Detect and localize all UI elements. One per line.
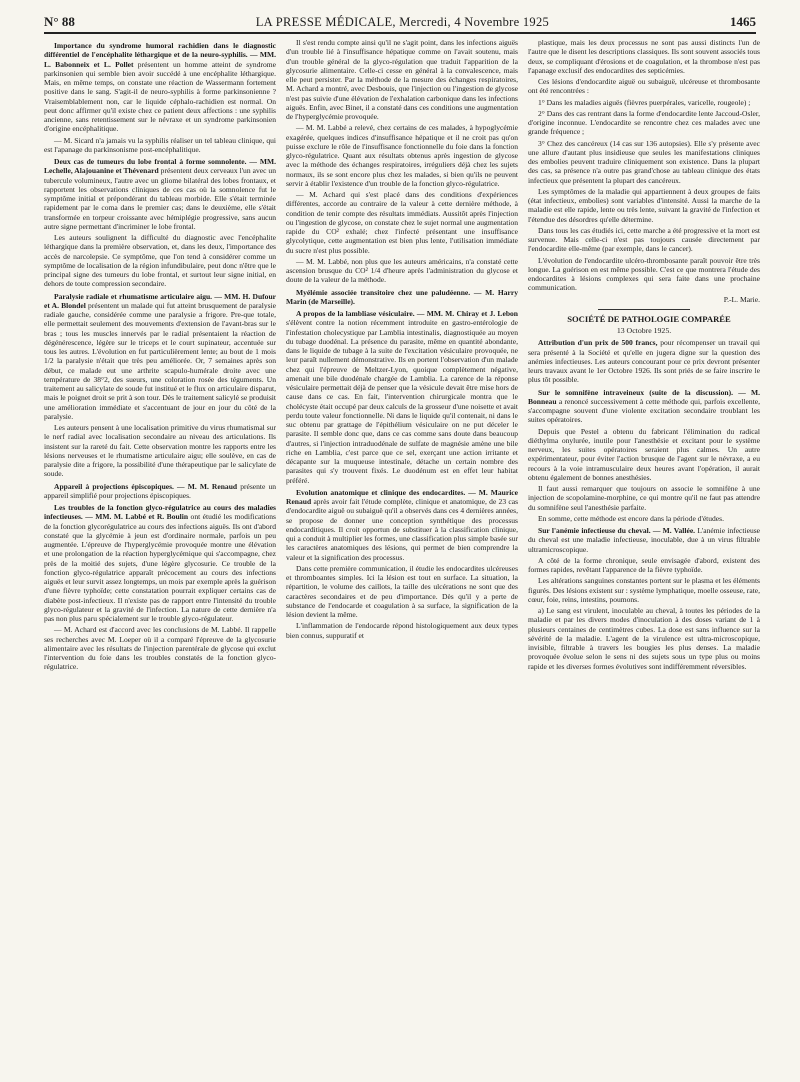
- article-text: Les auteurs pensent à une localisation primitive du virus rhumatismal sur le nerf radial avec localisation secondaire au niveau des articulations. Ils insistent sur la rareté du fait. Cette observation montre les rapports entre les lésions nerveuses et le rhumatisme articulaire aigu; elle soulève, en cas de paralysie dite a frigore, la possibilité d'une thérapeutique par le salicylate de soude.: [44, 423, 276, 479]
- author-signature: P.-L. Marie.: [723, 294, 760, 304]
- article-text: — M. Sicard n'a jamais vu la syphilis réaliser un tel tableau clinique, qui est l'apanage du parkinsonisme post-encéphalitique.: [44, 135, 276, 154]
- article-entry: [528, 338, 760, 384]
- article-text: a) Le sang est virulent, inoculable au cheval, à toutes les périodes de la maladie et par les divers modes d'inoculation à des doses variant de 1 à plusieurs centaines de centimètres cubes. La dose est sans influence sur la sévérité de la maladie. L'agent de la virulence est ultra-microscopique, invisible, filtrable à travers les bougies les plus denses. La maladie provoquée évolue selon le sens ni des sujets sous un type plus ou moins rapide et les diverses formes évolutives sont indifféremment réversibles.: [528, 606, 760, 671]
- article-entry: [44, 503, 276, 623]
- article-entry: [44, 292, 276, 422]
- article-text: ont étudié les modifications de la fonction glycorégulatrice au cours des infections aiguës. Ils ont d'abord constaté que la glycémie à jeun est d'ordinaire normale, parfois un peu augmentée. L'épreuve de l'hyperglycémie provoquée montre une élévation et une prolongation de la réaction hyperglycémique qui s'accompagne, chez près de la moitié des sujets, d'une légère glycosurie. Ce trouble de la fonction glyco-régulatrice apparaît précocement au cours des infections aiguës et leur survit assez longtemps, un mois par exemple après la guérison d'une fièvre typhoïde; cette constatation pourrait expliquer certains cas de diabète post-infectieux. Il n'existe pas de rapport entre l'intensité du trouble glyco-régulateur et la gravité de l'infection. La nature de cette dernière n'a pas non plus paru spécialement sur le trouble glyco-régulateur.: [44, 512, 276, 623]
- article-paragraph: [528, 98, 760, 107]
- article-text: pour récompenser un travail qui sera présenté à la Société et qu'elle en jugera digne sur la question des anémies infectieuses. Les auteurs concourant pour ce prix devront présenter leurs travaux avant le 1er Octobre 1926. Ils sont priés de se faire inscrire le plus tôt possible.: [528, 338, 760, 385]
- article-paragraph: [286, 564, 518, 620]
- article-paragraph: [528, 606, 760, 671]
- article-heading: Paralysie radiale et rhumatisme articulaire aigu. — MM. H. Dufour et A. Blondel: [44, 291, 276, 310]
- column-left: [44, 38, 276, 1076]
- column-middle: [286, 38, 518, 1076]
- society-heading: SOCIÉTÉ DE PATHOLOGIE COMPARÉE: [567, 313, 731, 324]
- article-heading: A propos de la lambliase vésiculaire. — MM. M. Chiray et J. Lebon: [296, 309, 518, 318]
- article-entry: [44, 41, 276, 134]
- article-text: Il faut aussi remarquer que toujours on associe le somnifène à une injection de scopolamine-morphine, ce qui montre qu'il ne faut pas attendre du somnifène seul l'anesthésie parfaite.: [528, 484, 760, 512]
- article-paragraph: [286, 257, 518, 285]
- article-text: présente un appareil simplifié pour projections épiscopiques.: [44, 481, 276, 500]
- article-paragraph: [528, 484, 760, 512]
- article-heading: Appareil à projections épiscopiques. — M. M. Renaud: [54, 481, 241, 491]
- article-text: L'anémie infectieuse du cheval est une maladie infectieuse, inoculable, due à un virus filtrable ultramicroscopique.: [528, 526, 760, 554]
- article-text: plastique, mais les deux processus ne sont pas aussi distincts l'un de l'autre que le disent les descriptions classiques. Ils sont souvent associés tous deux, se compliquant d'érosions et de coagulation, et la thrombose n'est pas l'apanage exclusif des endocardites des septicémies.: [528, 38, 760, 75]
- article-text: Les symptômes de la maladie qui appartiennent à deux groupes de faits (état infectieux, embolies) sont variables d'intensité. Aussi la marche de la maladie est elle rapide, lente ou très lente, suivant la gravité de l'infection et l'étendue des désordres qu'elle détermine.: [528, 186, 760, 224]
- article-heading: Myélémie associée transitoire chez une paludéenne. — M. Harry Marin (de Marseille).: [286, 287, 518, 306]
- article-paragraph: [286, 621, 518, 640]
- article-heading: Importance du syndrome humoral rachidien dans le diagnostic différentiel de l'encéphalite léthargique et de la neuro-syphilis. — MM. L. Babonneix et L. Pollet: [44, 41, 276, 69]
- article-entry: [44, 157, 276, 231]
- article-heading: Attribution d'un prix de 500 francs,: [538, 338, 661, 348]
- article-text: présentent un malade qui fut atteint brusquement de paralysie radiale gauche, considérée comme une paralysie a frigore. Pre-que totale, elle permettait seulement des mouvements d'extension de l'avant-bras sur le bras ; tous les muscles innervés par le radial présentaient la réaction de dégénérescence, légère sur le triceps et le court supinateur, accentuée sur tous les autres. L'évolution en fut particulièrement lente; au bout de 1 mois 1/2 la paralysie n'était que très peu améliorée. Or, 7 semaines après son début, ce malade eut une arthrite scapulo-humérale droite avec une température de 38°2, des sueurs, une coloration rosée des téguments. Un traitement au salicylate de soude fut institué et le flux on articulaire disparut, mais le poignet droit se prit à son tour. Dès le traitement salicylé se produisit une amélioration immédiate et s'accentuant de jour en jour du côté de la paralysie.: [44, 300, 276, 421]
- article-heading: Evolution anatomique et clinique des endocardites. — M. Maurice Renaud: [286, 487, 518, 506]
- column-right: [528, 38, 760, 1076]
- session-date: 13 Octobre 1925.: [616, 326, 672, 335]
- article-entry: [286, 488, 518, 562]
- article-text: Dans tous les cas étudiés ici, cette marche a été progressive et la mort est survenue. Mais celle-ci n'est pas toujours causée directement par l'endocardite elle-même (par exemple, dans le cancer).: [528, 225, 760, 254]
- article-text: 3° Chez des cancéreux (14 cas sur 136 autopsies). Elle s'y présente avec une allure d'autant plus insidieuse que seules les manifestations cliniques des embolies peuvent traduire cliniquement son existence. Dans la plupart des cas, sa présence n'a outre pas grand'chose au tableau clinique des états infectieux que présentent la plupart des cancéreux.: [528, 138, 760, 185]
- article-paragraph: [528, 514, 760, 523]
- article-paragraph: [528, 38, 760, 75]
- article-text: — M. M. Labbé a relevé, chez certains de ces malades, à hypoglycémie exagérée, quelques indices d'insuffisance hépatique et il ne croit pas qu'on puisse exclure le rôle de l'insuffisance fonctionnelle du foie dans la fonction glyco-régulatrice. Quant aux résultats obtenus après ingestion de glycose avec la méthode des échanges respiratoires, irréguliers déjà chez les sujets normaux, ils se sont encore plus chez les malades, si bien qu'ils ne peuvent servir à établir l'existence d'un trouble de la fonction glyco-régulatrice.: [286, 123, 518, 188]
- article-paragraph: [44, 136, 276, 155]
- article-paragraph: [528, 256, 760, 293]
- article-text: après avoir fait l'étude complète, clinique et anatomique, de 23 cas d'endocardite aiguë ou subaiguë qu'il a observés dans ces 4 dernières années, se propose de donner une conception synthétique des processus endocarditiques. Il croit opportun de substituer à la classification clinique, qui a conduit à multiplier les formes, une classification plus simple basée sur les caractères anatomiques des lésions, qui permet de bien comprendre la valeur et la signification des processus.: [286, 497, 518, 562]
- article-text: En somme, cette méthode est encore dans la période d'études.: [538, 513, 724, 523]
- article-text: 2° Dans des cas rentrant dans la forme d'endocardite lente Jaccoud-Osler, d'origine inconnue. L'endocardite se rencontre chez ces malades avec une grande fréquence ;: [528, 108, 760, 137]
- article-heading: Les troubles de la fonction glyco-régulatrice au cours des maladies infectieuses. — MM. M. Labbé et R. Boulin: [44, 503, 276, 522]
- article-text: s'élèvent contre la notion récemment introduite en gastro-entérologie de l'infestation cholecystique par Lamblia intestinalis, diagnostiquée au moyen du tubage duodénal. La présence du parasite, même en quantité abondante, dans le liquide de tubage à la suite de l'excitation vésiculaire provoquée, ne leur paraît nullement démonstrative. Ils en portent l'observation d'un malade chez qui l'épreuve de Meltzer-Lyon, quoique complètement négative, amenait une bile duodénale chargée de Lamblia. La carence de la réponse vésiculaire permettait déjà de penser que la vésicule devait être mise hors de cause dans ce cas. En fait, l'intervention chirurgicale montra que le cholécyste était occupé par deux calculs de la grosseur d'une noisette et avait perdu toute valeur fonctionnelle. Ni dans le liquide qu'il contenait, ni dans le suc obtenu par grattage de l'épithélium vésiculaire on ne put déceler le parasite. Il semble donc que, dans ce cas comme sans doute dans beaucoup d'autres, si l'injection intraduodénale de sulfate de magnésie amène une bile riche en Lamblia, c'est parce que ce sel, exerçant une action irritante et décapante sur la muqueuse intestinale, détache un certain nombre des parasites qui s'y trouvent fixés. Le duodénum est en effet leur habitat préféré.: [286, 318, 518, 485]
- article-text: Les auteurs soulignent la difficulté du diagnostic avec l'encéphalite léthargique dans la première observation, et, dans les deux, l'importance des accès de narcolepsie. Ce symptôme, que l'on tend à considérer comme un symptôme de localisation de la région infundibulaire, peut donc n'être que le principal signe des tumeurs du lobe frontal, et surtout leur signe initial, en dehors de toute compression secondaire.: [44, 233, 276, 289]
- article-columns: [44, 38, 760, 1076]
- page-number: 1465: [729, 14, 756, 29]
- article-entry: [528, 388, 760, 425]
- article-entry: [44, 482, 276, 501]
- article-text: L'inflammation de l'endocarde répond histologiquement aux deux types bien connus, suppuratif et: [286, 621, 518, 640]
- article-text: a renoncé successivement à cette méthode qui, parfois excellente, s'accompagne souvent d'une violente excitation secondaire troublant les suites opératoires.: [528, 396, 760, 425]
- article-entry: [286, 288, 518, 307]
- article-text: L'évolution de l'endocardite ulcéro-thrombosante paraît pouvoir être très longue. La guérison en est même possible. C'est ce que montrera l'étude des endocardites à lésions complexes qui sera faite dans une prochaine communication.: [528, 255, 760, 293]
- article-text: Dans cette première communication, il étudie les endocardites ulcéreuses et thromboantes simples. Ici la lésion est tout en surface. La situation, la répartition, le volume des caillots, la taille des ulcérations ne sont que des caractères secondaires et de peu d'importance. Dès qu'il y a perte de substance de l'endocarde et coagulation à sa surface, la signification de la lésion devient la même.: [286, 563, 518, 619]
- article-heading: Sur le somnifène intraveineux (suite de la discussion). — M. Bonneau: [528, 387, 760, 406]
- article-paragraph: [44, 625, 276, 671]
- article-heading: Sur l'anémie infectieuse du cheval. — M. Vallée.: [538, 526, 698, 535]
- article-paragraph: [286, 190, 518, 255]
- article-text: Depuis que Pestel a obtenu du fabricant l'élimination du radical diéthylma onylurée, inutile pour l'anesthésie et excitant pour le système nerveux, les suites opératoires seraient plus calmes. Un autre expérimentateur, pour éviter l'action brusque de l'agent sur le névraxe, a eu recours à la voie intramusculaire deux heures avant l'opération, il aurait obtenu également de bonnes anesthésies.: [528, 426, 760, 482]
- article-paragraph: [528, 77, 760, 96]
- article-paragraph: [528, 109, 760, 137]
- article-text: 1° Dans les maladies aiguës (fièvres puerpérales, varicelle, rougeole) ;: [538, 97, 751, 107]
- page-header: [44, 10, 756, 34]
- article-text: — M. Achard qui s'est placé dans des conditions d'expériences différentes, accorde au contraire de la valeur à cette dernière méthode, à condition de tenir compte des résultats immédiats. Aussitôt après l'injection ou l'ingestion de glycose, on constate chez le sujet normal une augmentation rapide du CO² exhalé; chez l'infecté présentant une insuffisance glycolytique, cette augmentation est bien plus lente, l'utilisation immédiate du sucre n'est plus possible.: [286, 190, 518, 255]
- article-paragraph: [528, 427, 760, 483]
- article-text: A côté de la forme chronique, seule envisagée d'abord, existent des formes rapides, revêtant l'apparence de la fièvre typhoïde.: [528, 555, 760, 574]
- article-text: — M. Achard est d'accord avec les conclusions de M. Labbé. Il rappelle ses recherches avec M. Loeper où il a comparé l'épreuve de la glycosurie alimentaire avec les résultats de l'injection parentérale de glycose qui exclut l'intervention du foie dans les troubles constatés de la fonction glyco-régulatrice.: [44, 625, 276, 672]
- article-paragraph: [528, 226, 760, 254]
- article-text: présentent un homme atteint de syndrome parkinsonien qui semble bien avoir succédé à une encéphalite léthargique. Mais, en même temps, on constate une réaction de Wassermann fortement positive dans le sang. S'agit-il de neuro-syphilis à forme parkinsonienne ? Vraisemblablement non, car le liquide céphalo-rachidien est normal. On peut donc affirmer qu'il existe chez ce patient deux affections : une syphilis ancienne, sans retentissement sur le névraxe et un syndrome parkinsonien d'origine encéphalitique.: [44, 59, 276, 134]
- article-paragraph: [286, 38, 518, 121]
- article-paragraph: [44, 423, 276, 479]
- article-paragraph: [528, 139, 760, 185]
- section-divider: [598, 309, 691, 310]
- article-text: — M. M. Labbé, non plus que les auteurs américains, n'a constaté cette ascension brusque du CO² 1/4 d'heure après l'administration du glycose et doute de la valeur de la méthode.: [286, 256, 518, 285]
- article-paragraph: [44, 233, 276, 289]
- article-text: présentent deux cerveaux l'un avec un tubercule volumineux, l'autre avec un gliome bilatéral des lobes frontaux, et rapportent les observations cliniques de ces cas où la somnolence fut le symptôme initial et prépondérant du tableau morbide. Elle s'était terminée rapidement par le coma dans le premier cas; dans le deuxième, elle s'était transformée en torpeur croissante avec hémiplégie progressive, sans aucun autre signe permettant d'incriminer le lobe frontal.: [44, 166, 276, 231]
- article-text: Les altérations sanguines constantes portent sur le plasma et les éléments figurés. Des lésions existent sur : système lymphatique, moelle osseuse, rate, cœur, foie, reins, intestins, poumons.: [528, 576, 760, 604]
- article-paragraph: [528, 187, 760, 224]
- article-text: Ces lésions d'endocardite aiguë ou subaiguë, ulcéreuse et thrombosante ont été rencontrées :: [528, 77, 760, 96]
- article-paragraph: [528, 556, 760, 575]
- article-paragraph: [286, 123, 518, 188]
- article-entry: [528, 526, 760, 554]
- article-heading: Deux cas de tumeurs du lobe frontal à forme somnolente. — MM. Lechelle, Alajouanine et Thévenard: [44, 157, 276, 176]
- issue-number: N° 88: [44, 14, 75, 29]
- article-paragraph: [528, 576, 760, 604]
- article-text: Il s'est rendu compte ainsi qu'il ne s'agit point, dans les infections aiguës d'un trouble lié à l'insuffisance hépatique comme on l'avait soutenu, mais d'un trouble général de la glyco-régulation que traduit l'apparition de la glycosurie alimentaire. Celle-ci cesse en général à la convalescence, mais elle peut persister. Par la méthode de la mesure des échanges respiratoires, M. Achard a montré, avec Desbouis, que l'injection ou l'ingestion de glycose n'est pas suivie d'une élévation de l'exhalation carbonique dans les infections aiguës. Enfin, avec Binet, il a constaté dans ces conditions une augmentation de l'hyperglycémie provoquée.: [286, 38, 518, 121]
- masthead-title: LA PRESSE MÉDICALE, Mercredi, 4 Novembre 1925: [255, 15, 550, 29]
- article-entry: [286, 309, 518, 485]
